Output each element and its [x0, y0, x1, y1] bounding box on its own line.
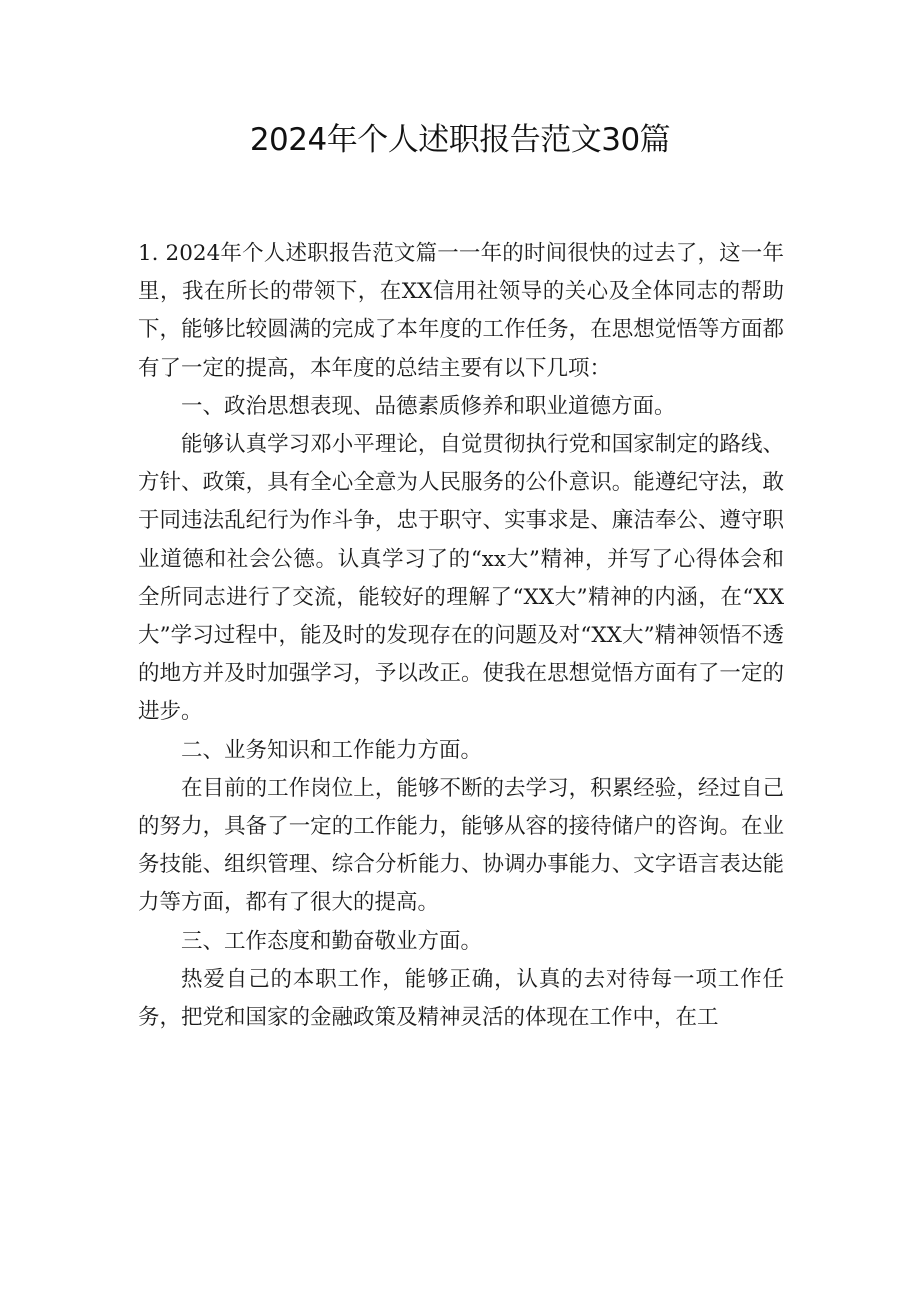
paragraph-intro: 1. 2024年个人述职报告范文篇一一年的时间很快的过去了，这一年里，我在所长的带领下，在XX信用社领导的关心及全体同志的帮助下，能够比较圆满的完成了本年度的工作任务，在思想觉悟等方面都有了一定的提高，本年度的总结主要有以下几项：: [138, 241, 784, 381]
paragraph-section-heading-2: 二、业务知识和工作能力方面。: [181, 737, 483, 763]
paragraph-political-thought: 能够认真学习邓小平理论，自觉贯彻执行党和国家制定的路线、方针、政策，具有全心全意为人民服务的公仆意识。能遵纪守法，敢于同违法乱纪行为作斗争，忠于职守、实事求是、廉洁奉公、遵守职业道德和社会公德。认真学习了的“xx大”精神，并写了心得体会和全所同志进行了交流，能较好的理解了“XX大”精神的内涵，在“XX大”学习过程中，能及时的发现存在的问题及对“XX大”精神领悟不透的地方并及时加强学习，予以改正。使我在思想觉悟方面有了一定的进步。: [138, 432, 784, 725]
document-title: 2024年个人述职报告范文30篇: [249, 122, 671, 158]
document-body: [138, 235, 784, 1037]
paragraph-section-heading-3: 三、工作态度和勤奋敬业方面。: [181, 928, 483, 954]
paragraph-business-skills: 在目前的工作岗位上，能够不断的去学习，积累经验，经过自己的努力，具备了一定的工作能力，能够从容的接待储户的咨询。在业务技能、组织管理、综合分析能力、协调办事能力、文字语言表达能力等方面，都有了很大的提高。: [138, 775, 784, 916]
paragraph-work-attitude: 热爱自己的本职工作，能够正确，认真的去对待每一项工作任务，把党和国家的金融政策及精神灵活的体现在工作中，在工: [138, 966, 784, 1031]
paragraph-section-heading-1: 一、政治思想表现、品德素质修养和职业道德方面。: [181, 393, 676, 419]
